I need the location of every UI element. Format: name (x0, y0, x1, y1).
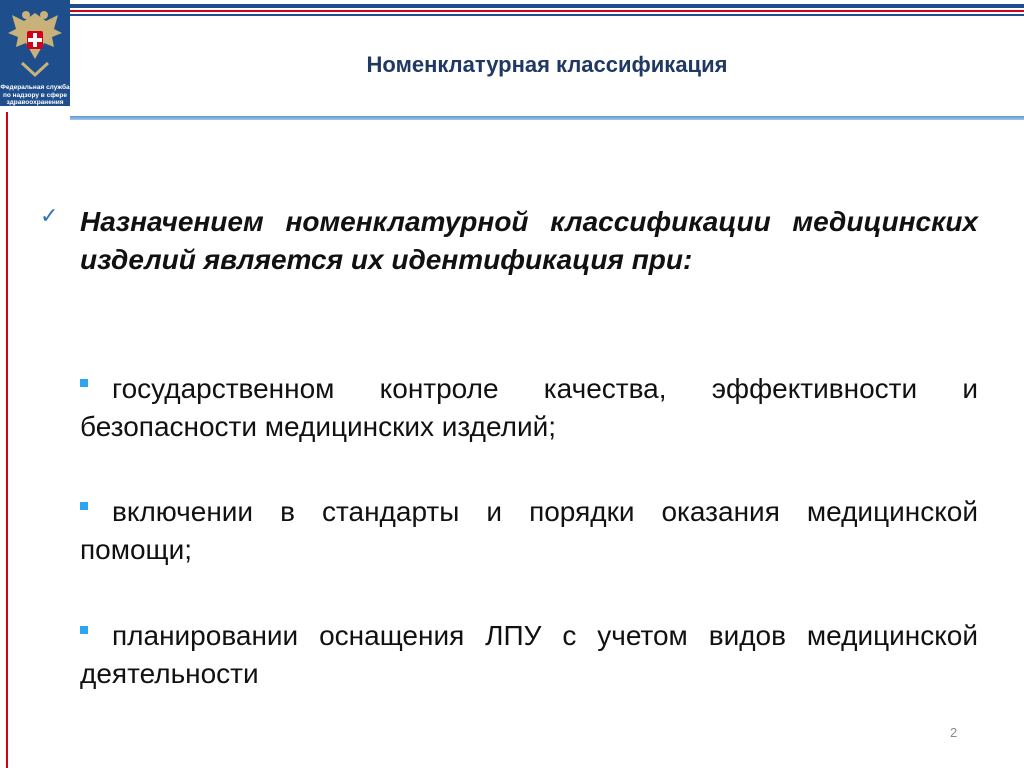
bullet-item (80, 370, 978, 446)
left-red-rule (6, 112, 8, 768)
checkmark-icon: ✓ (40, 203, 59, 228)
bullet-text: государственном контроле качества, эффективности и безопасности медицинских изделий; (80, 373, 978, 442)
bullet-item (80, 617, 978, 693)
title-underline (70, 116, 1024, 120)
slide-title: Номенклатурная классификация (366, 52, 728, 77)
bullet-text: планировании оснащения ЛПУ с учетом видов медицинской деятельности (80, 620, 978, 689)
header-stripe-red (70, 10, 1024, 12)
lead-statement: Назначением номенклатурной классификации медицинских изделий является их идентификация при: (80, 206, 978, 275)
square-bullet-icon (80, 502, 88, 510)
agency-caption: Федеральная служба по надзору в сфере здравоохранения (0, 84, 70, 106)
square-bullet-icon (80, 626, 88, 634)
emblem-icon (4, 3, 66, 81)
bullet-item (80, 493, 978, 569)
square-bullet-icon (80, 379, 88, 387)
page-number: 2 (950, 725, 958, 740)
header-stripe-navy (70, 4, 1024, 8)
agency-logo (0, 0, 70, 106)
header-stripe-navy-thin (70, 14, 1024, 16)
bullet-text: включении в стандарты и порядки оказания медицинской помощи; (80, 496, 978, 565)
